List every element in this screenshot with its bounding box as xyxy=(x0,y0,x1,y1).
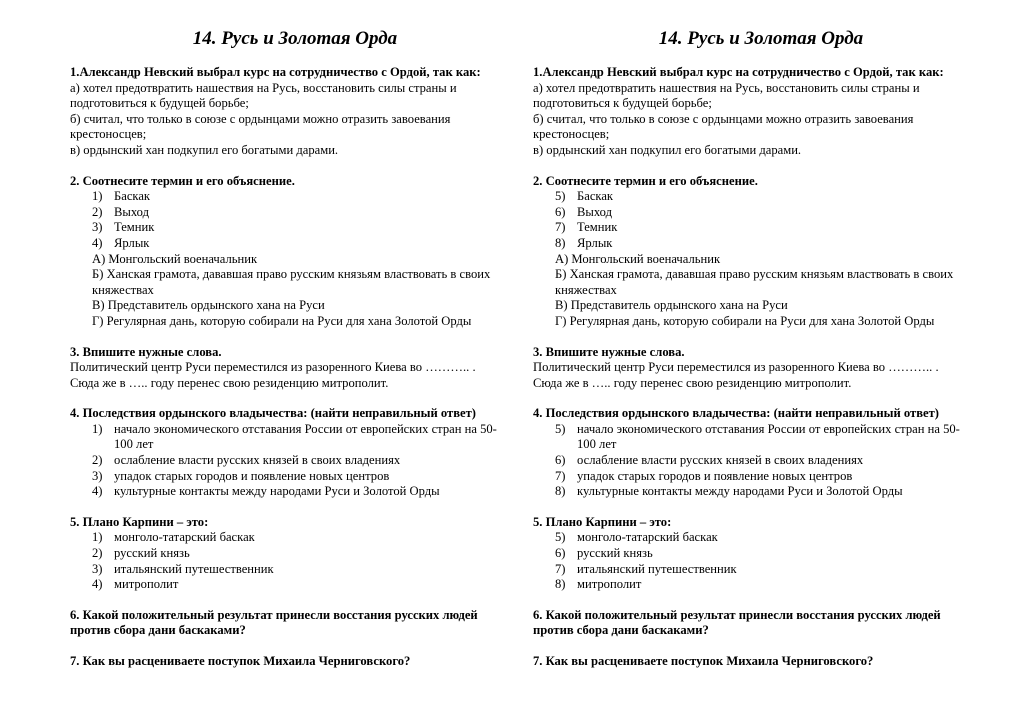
term-list xyxy=(70,189,500,251)
answer-option: б) считал, что только в союзе с ордынцами можно отразить завоевания крестоносцев; xyxy=(533,111,914,142)
answer-option: б) считал, что только в союзе с ордынцами можно отразить завоевания крестоносцев; xyxy=(70,111,451,142)
item-text: ослабление власти русских князей в своих владениях xyxy=(577,453,864,468)
question-3 xyxy=(533,345,963,392)
answer-list xyxy=(533,530,963,592)
item-text: монголо-татарский баскак xyxy=(114,530,255,545)
definition-item: В) Представитель ордынского хана на Руси xyxy=(555,298,788,313)
list-item xyxy=(555,469,963,485)
item-text: Темник xyxy=(577,220,618,235)
question-heading: 7. Как вы расцениваете поступок Михаила Черниговского? xyxy=(533,654,874,668)
list-item xyxy=(92,577,500,593)
definition-list xyxy=(70,252,500,330)
question-1 xyxy=(533,65,963,159)
list-item xyxy=(555,189,963,205)
item-text: Выход xyxy=(114,204,150,219)
item-number: 6) xyxy=(555,204,566,219)
list-item xyxy=(92,189,500,205)
definition-list xyxy=(533,252,963,330)
list-item xyxy=(92,546,500,562)
item-number: 4) xyxy=(92,235,103,250)
item-text: культурные контакты между народами Руси и Золотой Орды xyxy=(577,484,903,499)
item-text: ослабление власти русских князей в своих владениях xyxy=(114,453,401,468)
question-2 xyxy=(533,174,963,330)
item-number: 8) xyxy=(555,235,566,250)
list-item xyxy=(555,236,963,252)
question-text: Политический центр Руси переместился из разоренного Киева во ……….. . Сюда же в ….. году перенес свою резиденцию митрополит. xyxy=(70,360,476,390)
item-text: Ярлык xyxy=(577,235,613,250)
item-text: культурные контакты между народами Руси и Золотой Орды xyxy=(114,484,440,499)
item-text: Выход xyxy=(577,204,613,219)
question-5 xyxy=(533,515,963,593)
item-number: 4) xyxy=(92,577,103,592)
question-heading: 4. Последствия ордынского владычества: (найти неправильный ответ) xyxy=(533,406,939,421)
list-item xyxy=(555,577,963,593)
question-4 xyxy=(70,406,500,500)
question-heading: 2. Соотнесите термин и его объяснение. xyxy=(533,173,758,188)
item-text: Ярлык xyxy=(114,235,150,250)
item-text: Баскак xyxy=(577,189,614,204)
question-heading: 3. Впишите нужные слова. xyxy=(533,344,685,359)
list-item xyxy=(92,469,500,485)
list-item xyxy=(555,530,963,546)
item-number: 7) xyxy=(555,220,566,235)
list-item xyxy=(555,205,963,221)
item-number: 5) xyxy=(555,189,566,204)
question-heading: 1.Александр Невский выбрал курс на сотрудничество с Ордой, так как: xyxy=(533,65,944,79)
question-heading: 6. Какой положительный результат принесли восстания русских людей против сбора дани баскаками? xyxy=(533,607,941,638)
item-number: 7) xyxy=(555,468,566,483)
answer-list xyxy=(70,422,500,500)
list-item xyxy=(92,236,500,252)
answer-list xyxy=(70,530,500,592)
list-item xyxy=(555,422,963,453)
definition-item: В) Представитель ордынского хана на Руси xyxy=(92,298,325,313)
term-list xyxy=(533,189,963,251)
page-title: 14. Русь и Золотая Орда xyxy=(658,28,864,49)
item-text: русский князь xyxy=(577,546,653,561)
item-number: 1) xyxy=(92,189,103,204)
item-text: русский князь xyxy=(114,546,190,561)
question-text: Политический центр Руси переместился из разоренного Киева во ……….. . Сюда же в ….. году перенес свою резиденцию митрополит. xyxy=(533,360,939,390)
worksheet-left xyxy=(70,27,500,685)
definition-item: Б) Ханская грамота, дававшая право русским князьям властвовать в своих княжествах xyxy=(92,267,491,297)
question-5 xyxy=(70,515,500,593)
item-number: 2) xyxy=(92,204,103,219)
item-text: митрополит xyxy=(577,577,642,592)
item-text: итальянский путешественник xyxy=(577,561,737,576)
list-item xyxy=(92,484,500,500)
question-heading: 3. Впишите нужные слова. xyxy=(70,344,222,359)
item-number: 3) xyxy=(92,561,103,576)
question-6 xyxy=(533,608,963,639)
item-number: 5) xyxy=(555,421,566,436)
definition-item: Г) Регулярная дань, которую собирали на Руси для хана Золотой Орды xyxy=(92,313,472,328)
list-item xyxy=(92,205,500,221)
list-item xyxy=(555,562,963,578)
page-title: 14. Русь и Золотая Орда xyxy=(192,28,398,49)
list-item xyxy=(555,453,963,469)
question-heading: 5. Плано Карпини – это: xyxy=(70,514,209,529)
question-heading: 1.Александр Невский выбрал курс на сотрудничество с Ордой, так как: xyxy=(70,65,481,79)
item-number: 3) xyxy=(92,468,103,483)
item-text: начало экономического отставания России от европейских стран на 50-100 лет xyxy=(577,421,960,452)
item-number: 2) xyxy=(92,546,103,561)
list-item xyxy=(92,220,500,236)
item-text: упадок старых городов и появление новых центров xyxy=(577,468,853,483)
list-item xyxy=(92,530,500,546)
item-text: упадок старых городов и появление новых центров xyxy=(114,468,390,483)
question-6 xyxy=(70,608,500,639)
definition-item: Б) Ханская грамота, дававшая право русским князьям властвовать в своих княжествах xyxy=(555,267,954,297)
item-number: 8) xyxy=(555,484,566,499)
question-heading: 2. Соотнесите термин и его объяснение. xyxy=(70,173,295,188)
answer-option: в) ордынский хан подкупил его богатыми дарами. xyxy=(533,142,802,157)
question-3 xyxy=(70,345,500,392)
question-heading: 7. Как вы расцениваете поступок Михаила Черниговского? xyxy=(70,654,411,668)
item-number: 8) xyxy=(555,577,566,592)
question-1 xyxy=(70,65,500,159)
item-number: 2) xyxy=(92,453,103,468)
worksheet-right xyxy=(533,27,963,685)
question-4 xyxy=(533,406,963,500)
list-item xyxy=(555,484,963,500)
definition-item: Г) Регулярная дань, которую собирали на Руси для хана Золотой Орды xyxy=(555,313,935,328)
answer-option: а) хотел предотвратить нашествия на Русь, восстановить силы страны и подготовиться к будущей борьбе; xyxy=(70,80,457,111)
item-number: 6) xyxy=(555,453,566,468)
answer-option: а) хотел предотвратить нашествия на Русь, восстановить силы страны и подготовиться к будущей борьбе; xyxy=(533,80,920,111)
list-item xyxy=(92,562,500,578)
item-number: 1) xyxy=(92,421,103,436)
answer-list xyxy=(533,422,963,500)
list-item xyxy=(555,220,963,236)
answer-option: в) ордынский хан подкупил его богатыми дарами. xyxy=(70,142,339,157)
question-2 xyxy=(70,174,500,330)
item-text: митрополит xyxy=(114,577,179,592)
item-number: 5) xyxy=(555,530,566,545)
item-number: 3) xyxy=(92,220,103,235)
question-heading: 6. Какой положительный результат принесли восстания русских людей против сбора дани баскаками? xyxy=(70,607,478,638)
item-text: итальянский путешественник xyxy=(114,561,274,576)
item-text: Темник xyxy=(114,220,155,235)
question-7 xyxy=(533,654,963,670)
question-heading: 5. Плано Карпини – это: xyxy=(533,514,672,529)
definition-item: А) Монгольский военачальник xyxy=(92,251,258,266)
item-text: Баскак xyxy=(114,189,151,204)
list-item xyxy=(92,422,500,453)
item-number: 1) xyxy=(92,530,103,545)
item-number: 7) xyxy=(555,561,566,576)
definition-item: А) Монгольский военачальник xyxy=(555,251,721,266)
item-text: монголо-татарский баскак xyxy=(577,530,718,545)
question-7 xyxy=(70,654,500,670)
question-heading: 4. Последствия ордынского владычества: (найти неправильный ответ) xyxy=(70,406,476,421)
item-number: 6) xyxy=(555,546,566,561)
list-item xyxy=(92,453,500,469)
item-text: начало экономического отставания России от европейских стран на 50-100 лет xyxy=(114,421,497,452)
item-number: 4) xyxy=(92,484,103,499)
list-item xyxy=(555,546,963,562)
